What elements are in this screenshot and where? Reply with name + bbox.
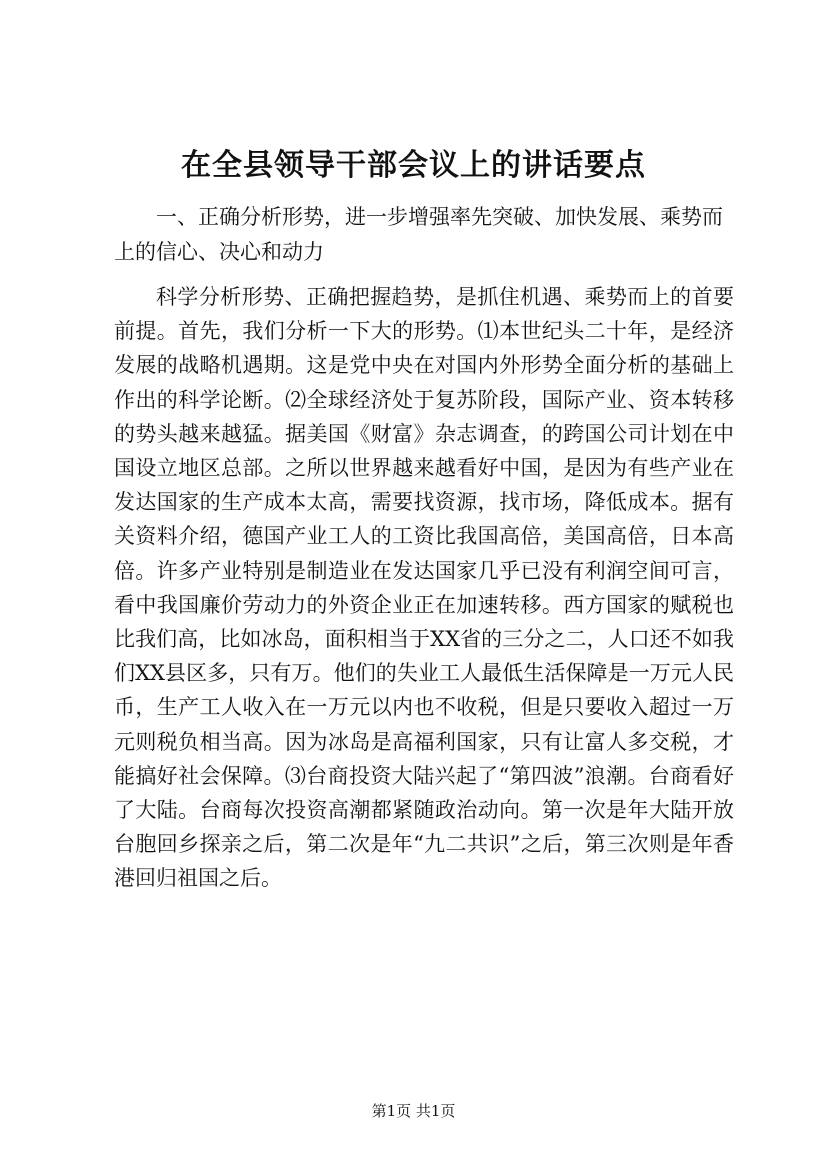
document-title: 在全县领导干部会议上的讲话要点: [181, 148, 646, 183]
body-paragraph: 科学分析形势、正确把握趋势，是抓住机遇、乘势而上的首要前提。首先，我们分析一下大的形势。⑴本世纪头二十年，是经济发展的战略机遇期。这是党中央在对国内外形势全面分析的基础上作出的科学论断。⑵全球经济处于复苏阶段，国际产业、资本转移的势头越来越猛。据美国《财富》杂志调查，的跨国公司计划在中国设立地区总部。之所以世界越来越看好中国，是因为有些产业在发达国家的生产成本太高，需要找资源，找市场，降低成本。据有关资料介绍，德国产业工人的工资比我国高倍，美国高倍，日本高倍。许多产业特别是制造业在发达国家几乎已没有利润空间可言，看中我国廉价劳动力的外资企业正在加速转移。西方国家的赋税也比我们高，比如冰岛，面积相当于XX省的三分之二，人口还不如我们XX县区多，只有万。他们的失业工人最低生活保障是一万元人民币，生产工人收入在一万元以内也不收税，但是只要收入超过一万元则税负相当高。因为冰岛是高福利国家，只有让富人多交税，才能搞好社会保障。⑶台商投资大陆兴起了“第四波”浪潮。台商看好了大陆。台商每次投资高潮都紧随政治动向。第一次是年大陆开放台胞回乡探亲之后，第二次是年“九二共识”之后，第三次则是年香港回归祖国之后。: [114, 285, 734, 891]
page-footer: 第1页 共1页: [371, 1102, 456, 1120]
section-heading: 一、正确分析形势，进一步增强率先突破、加快发展、乘势而上的信心、决心和动力: [114, 205, 723, 264]
